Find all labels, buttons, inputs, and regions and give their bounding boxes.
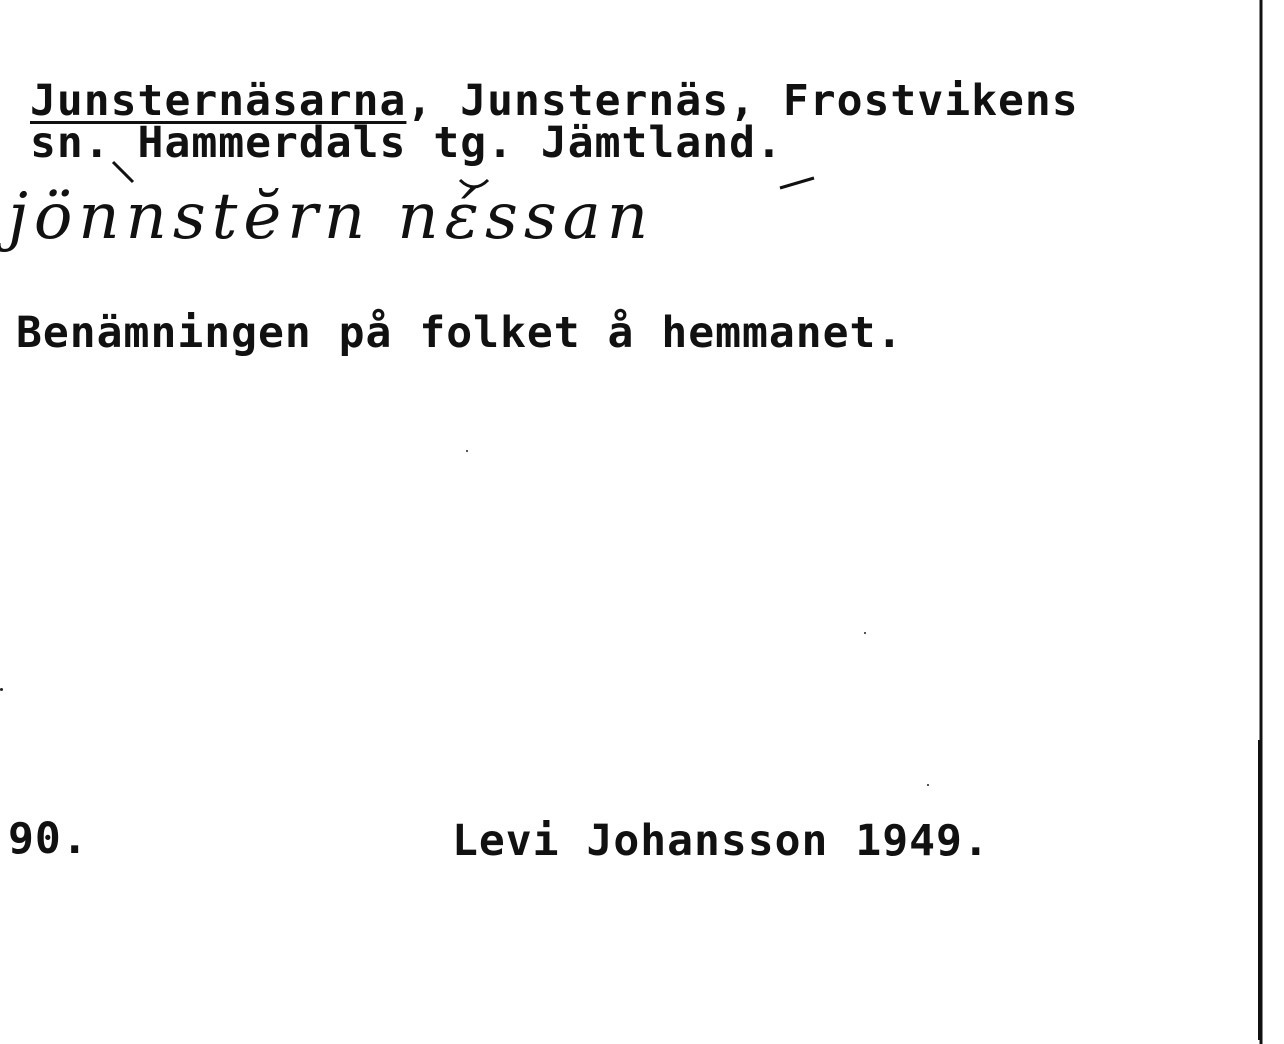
card-edge-line [1258, 0, 1266, 1044]
speck-mark [864, 632, 866, 634]
recorder-signature: Levi Johansson 1949. [452, 816, 990, 866]
phonetic-accent-marks [8, 160, 1108, 270]
phonetic-text: jönnstĕrn nέssan [8, 180, 655, 254]
explanation-text: Benämningen på folket å hemmanet. [16, 308, 904, 358]
location-text: , Junsternäs, Frostvikens [406, 76, 1079, 126]
phonetic-transcription [8, 160, 1108, 270]
parish-line: sn. Hammerdals tg. Jämtland. [30, 118, 783, 168]
card-number: 90. [8, 814, 89, 864]
headword: Junsternäsarna [30, 76, 407, 126]
speck-mark [466, 450, 468, 452]
speck-mark [0, 688, 3, 691]
title-line [30, 76, 1079, 126]
speck-mark [927, 784, 929, 786]
